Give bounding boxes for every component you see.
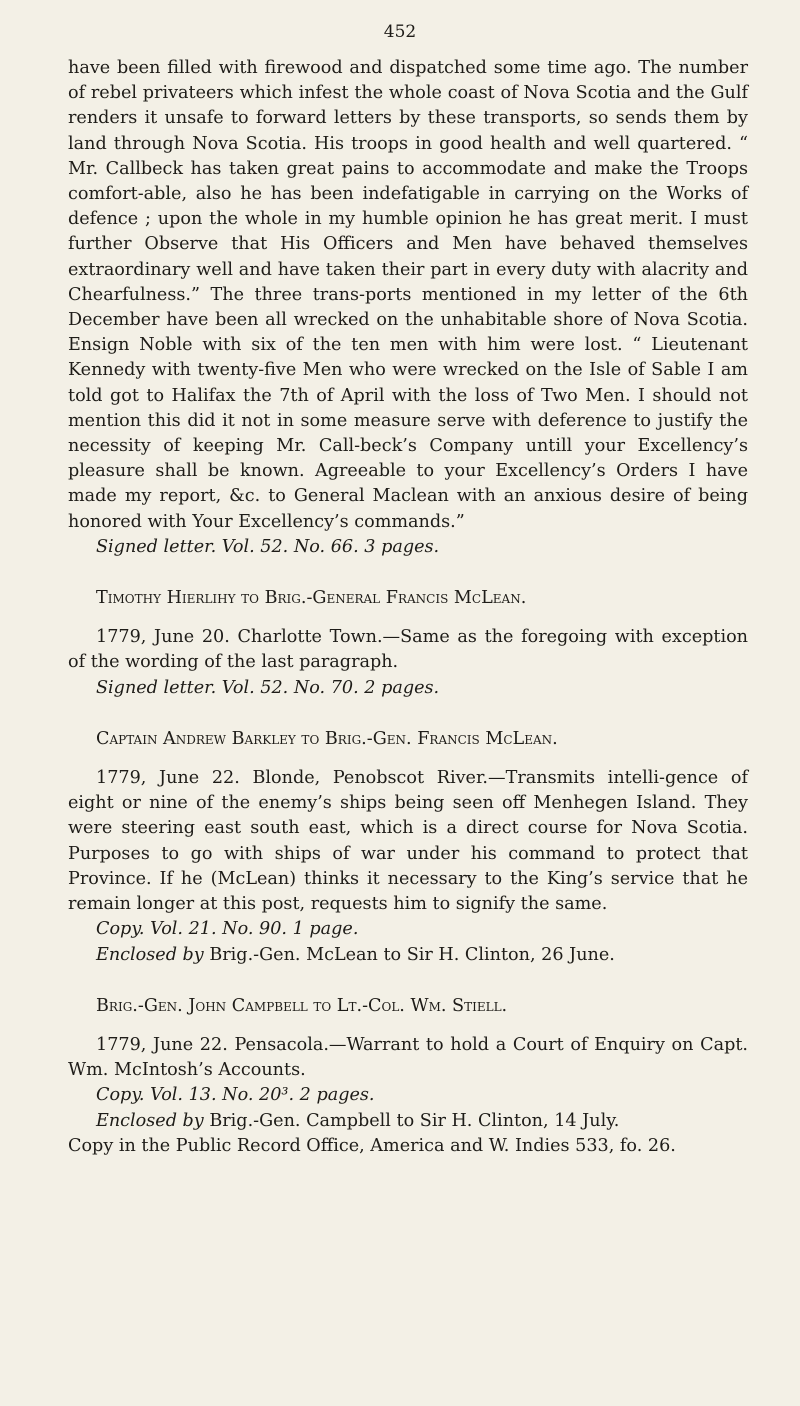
entry-body: 1779, June 22. Pensacola.—Warrant to hold a Court of Enquiry on Capt. Wm. McIntosh’s Accounts. xyxy=(68,1034,748,1081)
enclosure-text: Brig.-Gen. Campbell to Sir H. Clinton, 14 July. xyxy=(203,1110,620,1131)
enclosure-text: Brig.-Gen. McLean to Sir H. Clinton, 26 June. xyxy=(203,944,615,965)
entry-body: 1779, June 20. Charlotte Town.—Same as the foregoing with exception of the wording of the last paragraph. xyxy=(68,627,748,673)
continuation-paragraph: have been filled with firewood and dispatched some time ago. The number of rebel privateers which infest the whole coast of Nova Scotia and the Gulf renders it unsafe to forward letters by these transports, so sends them by land through Nova Scotia. His troops in good health and well quartered. “ Mr. Callbeck has taken great pains to accommodate and make the Troops comfort-able, also he has been indefatigable in carrying on the Works of defence ; upon the whole in my humble opinion he has great merit. I must further Observe that His Officers and Men have behaved themselves extraordinary well and have taken their part in every duty with alacrity and Chearfulness.” The three trans-ports mentioned in my letter of the 6th December have been all wrecked on the unhabitable shore of Nova Scotia. Ensign Noble with six of the ten men with him were lost. “ Lieutenant Kennedy with twenty-five Men who were wrecked on the Isle of Sable I am told got to Halifax the 7th of April with the loss of Two Men. I should not mention this did it not in some measure serve with deference to justify the necessity of keeping Mr. Call-beck’s Company untill your Excellency’s pleasure shall be known. Agreeable to your Excellency’s Orders I have made my report, &c. to General Maclean with an anxious desire of being honored with Your Excellency’s commands.” xyxy=(68,58,748,532)
entry-note: Copy in the Public Record Office, America and W. Indies 533, fo. 26. xyxy=(68,1135,676,1156)
entry-heading: Timothy Hierlihy to Brig.-General Francis McLean. xyxy=(96,588,527,609)
entry-citation: Copy. Vol. 13. No. 20³. 2 pages. xyxy=(96,1085,375,1106)
entry-enclosure xyxy=(68,1109,748,1134)
entry-enclosure xyxy=(68,943,748,968)
entry-citation: Copy. Vol. 21. No. 90. 1 page. xyxy=(96,919,359,940)
entry-heading: Captain Andrew Barkley to Brig.-Gen. Francis McLean. xyxy=(96,728,558,749)
entry-citation: Signed letter. Vol. 52. No. 70. 2 pages. xyxy=(96,677,440,698)
enclosure-label: Enclosed by xyxy=(96,944,204,965)
entry-heading: Brig.-Gen. John Campbell to Lt.-Col. Wm. Stiell. xyxy=(96,995,508,1016)
enclosure-label: Enclosed by xyxy=(96,1110,204,1131)
page-number: 452 xyxy=(383,22,417,42)
entry-body: 1779, June 22. Blonde, Penobscot River.—Transmits intelli-gence of eight or nine of the enemy’s ships being seen off Menhegen Island. They were steering east south east, which is a direct course for Nova Scotia. Purposes to go with ships of war under his command to protect that Province. If he (McLean) thinks it necessary to the King’s service that he remain longer at this post, requests him to signify the same. xyxy=(68,768,748,915)
continuation-citation: Signed letter. Vol. 52. No. 66. 3 pages. xyxy=(96,536,440,557)
